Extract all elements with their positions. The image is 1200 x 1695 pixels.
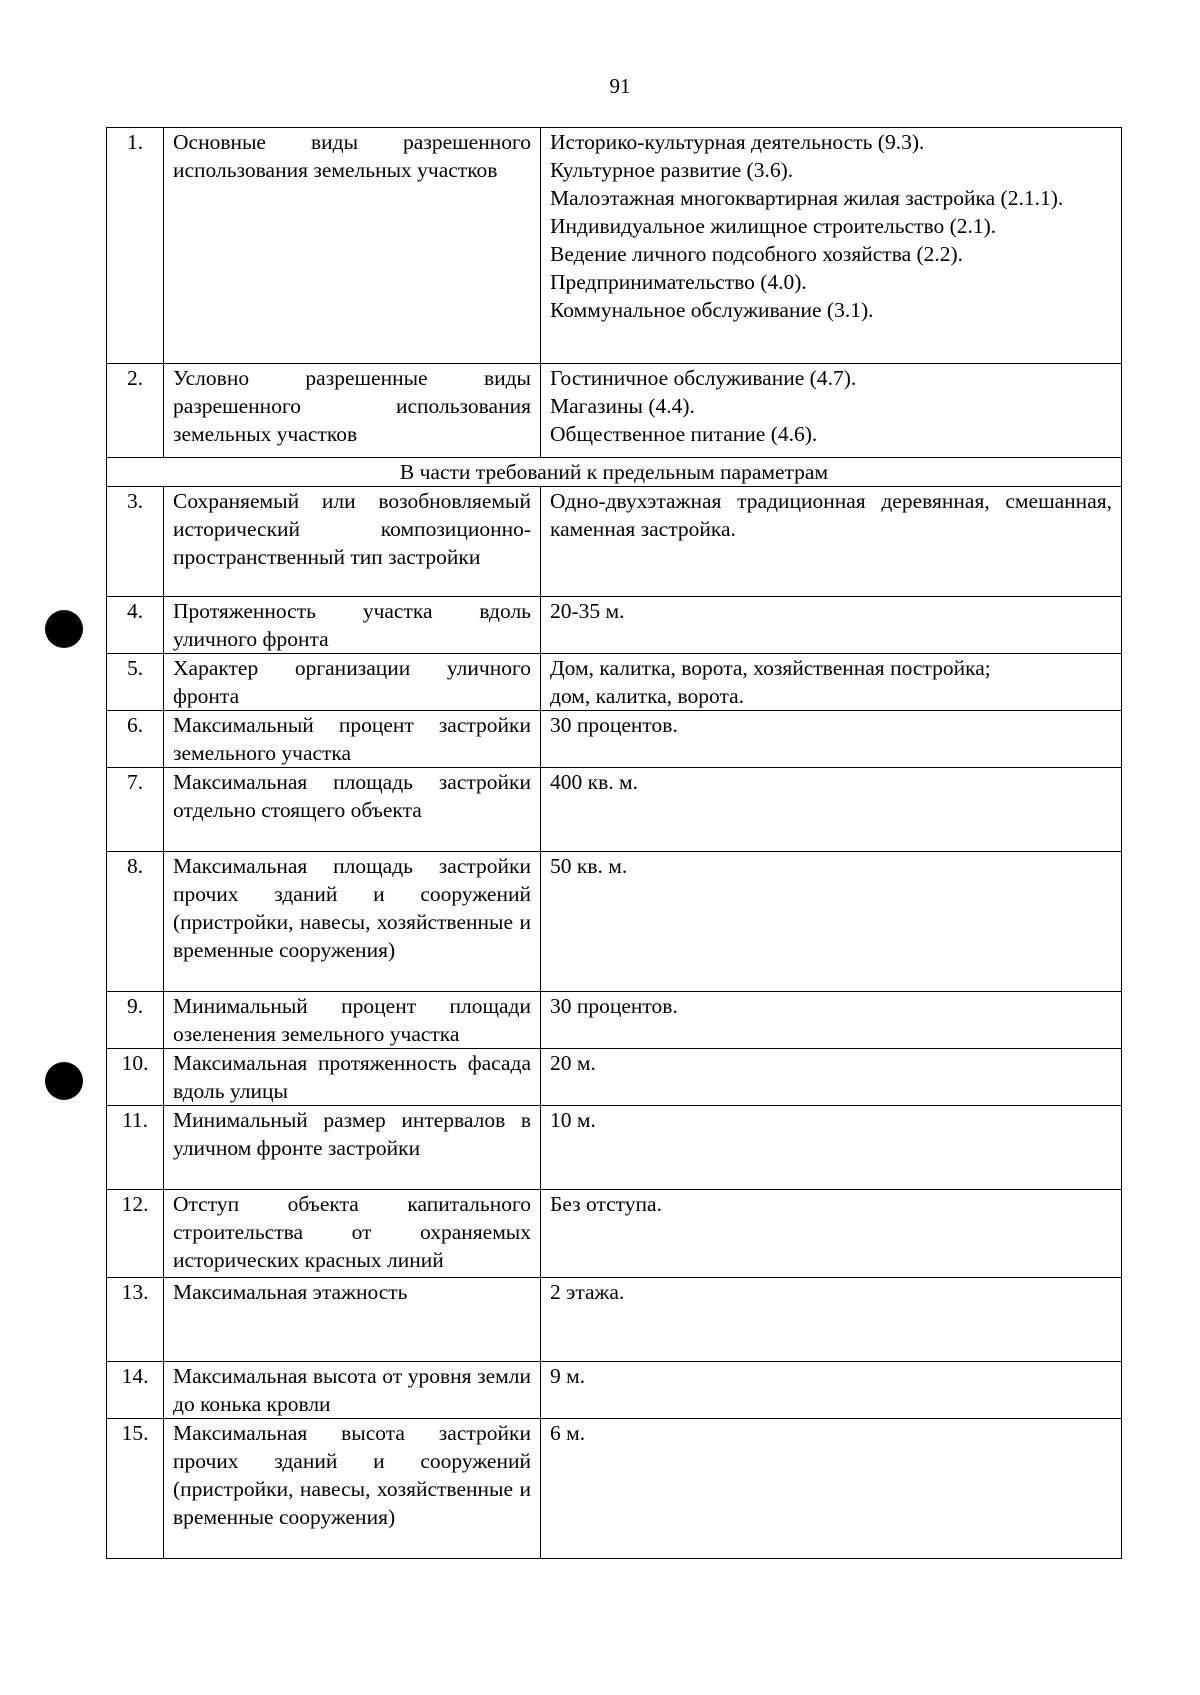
value-line: Общественное питание (4.6). <box>550 422 818 446</box>
parameter-name: Максимальная этажность <box>164 1278 541 1362</box>
value-line: 50 кв. м. <box>550 854 628 878</box>
row-number: 9. <box>107 992 164 1049</box>
page-number: 91 <box>609 74 631 98</box>
value-line: Малоэтажная многоквартирная жилая застройка (2.1.1). <box>550 186 1064 210</box>
parameter-value <box>541 1049 1122 1106</box>
parameter-value <box>541 364 1122 458</box>
punch-hole-mark <box>45 610 83 648</box>
parameter-value <box>541 487 1122 597</box>
value-line: 20-35 м. <box>550 599 625 623</box>
section-header: В части требований к предельным параметрам <box>107 458 1122 487</box>
value-line: Индивидуальное жилищное строительство (2.1). <box>550 214 997 238</box>
parameter-name: Основные виды разрешенного использования земельных участков <box>164 128 541 364</box>
parameter-name: Максимальная высота от уровня земли до конька кровли <box>164 1362 541 1419</box>
row-number: 1. <box>107 128 164 364</box>
parameter-name: Условно разрешенные виды разрешенного использования земельных участков <box>164 364 541 458</box>
value-line: 10 м. <box>550 1108 596 1132</box>
parameter-value <box>541 711 1122 768</box>
table-row <box>107 364 1122 458</box>
row-number: 15. <box>107 1419 164 1559</box>
parameter-name: Максимальная площадь застройки отдельно стоящего объекта <box>164 768 541 852</box>
parameter-name: Максимальная высота застройки прочих зданий и сооружений (пристройки, навесы, хозяйственные и временные сооружения) <box>164 1419 541 1559</box>
value-line: Гостиничное обслуживание (4.7). <box>550 366 857 390</box>
value-line: Коммунальное обслуживание (3.1). <box>550 298 874 322</box>
row-number: 8. <box>107 852 164 992</box>
section-header-row <box>107 458 1122 487</box>
table-row <box>107 654 1122 711</box>
row-number: 7. <box>107 768 164 852</box>
table-row <box>107 1049 1122 1106</box>
parameter-name: Максимальный процент застройки земельного участка <box>164 711 541 768</box>
table-row <box>107 1362 1122 1419</box>
parameter-value <box>541 1278 1122 1362</box>
table-row <box>107 852 1122 992</box>
table-row <box>107 1419 1122 1559</box>
row-number: 2. <box>107 364 164 458</box>
table-row <box>107 711 1122 768</box>
value-line: 20 м. <box>550 1051 596 1075</box>
parameter-name: Протяженность участка вдоль уличного фронта <box>164 597 541 654</box>
requirements-table <box>106 127 1122 1559</box>
value-line: 30 процентов. <box>550 994 678 1018</box>
value-line: Одно-двухэтажная традиционная деревянная, смешанная, каменная застройка. <box>550 489 1112 541</box>
parameter-value <box>541 1362 1122 1419</box>
value-line: дом, калитка, ворота. <box>550 684 745 708</box>
value-line: 30 процентов. <box>550 713 678 737</box>
row-number: 12. <box>107 1190 164 1278</box>
row-number: 6. <box>107 711 164 768</box>
parameter-value <box>541 128 1122 364</box>
parameter-name: Максимальная протяженность фасада вдоль улицы <box>164 1049 541 1106</box>
value-line: 9 м. <box>550 1364 586 1388</box>
row-number: 3. <box>107 487 164 597</box>
parameter-value <box>541 1190 1122 1278</box>
value-line: Историко-культурная деятельность (9.3). <box>550 130 925 154</box>
parameter-value <box>541 852 1122 992</box>
row-number: 11. <box>107 1106 164 1190</box>
value-line: Магазины (4.4). <box>550 394 695 418</box>
parameter-name: Характер организации уличного фронта <box>164 654 541 711</box>
value-line: 6 м. <box>550 1421 586 1445</box>
table-row <box>107 1278 1122 1362</box>
table-row <box>107 768 1122 852</box>
parameter-value <box>541 597 1122 654</box>
parameter-name: Сохраняемый или возобновляемый исторический композиционно-пространственный тип застройки <box>164 487 541 597</box>
value-line: Без отступа. <box>550 1192 662 1216</box>
parameter-value <box>541 992 1122 1049</box>
value-line: Дом, калитка, ворота, хозяйственная постройка; <box>550 656 991 680</box>
value-line: Ведение личного подсобного хозяйства (2.2). <box>550 242 964 266</box>
table-row <box>107 1190 1122 1278</box>
value-line: 400 кв. м. <box>550 770 638 794</box>
row-number: 13. <box>107 1278 164 1362</box>
parameter-value <box>541 654 1122 711</box>
table-row <box>107 1106 1122 1190</box>
table-row <box>107 128 1122 364</box>
parameter-name: Минимальный процент площади озеленения земельного участка <box>164 992 541 1049</box>
parameter-value <box>541 1419 1122 1559</box>
value-line: Предпринимательство (4.0). <box>550 270 807 294</box>
row-number: 10. <box>107 1049 164 1106</box>
punch-hole-mark <box>45 1062 83 1100</box>
value-line: 2 этажа. <box>550 1280 625 1304</box>
table-row <box>107 597 1122 654</box>
table-row <box>107 487 1122 597</box>
row-number: 4. <box>107 597 164 654</box>
parameter-name: Минимальный размер интервалов в уличном фронте застройки <box>164 1106 541 1190</box>
parameter-value <box>541 1106 1122 1190</box>
value-line: Культурное развитие (3.6). <box>550 158 794 182</box>
table-row <box>107 992 1122 1049</box>
parameter-name: Максимальная площадь застройки прочих зданий и сооружений (пристройки, навесы, хозяйственные и временные сооружения) <box>164 852 541 992</box>
parameter-value <box>541 768 1122 852</box>
parameter-name: Отступ объекта капитального строительства от охраняемых исторических красных линий <box>164 1190 541 1278</box>
row-number: 14. <box>107 1362 164 1419</box>
row-number: 5. <box>107 654 164 711</box>
